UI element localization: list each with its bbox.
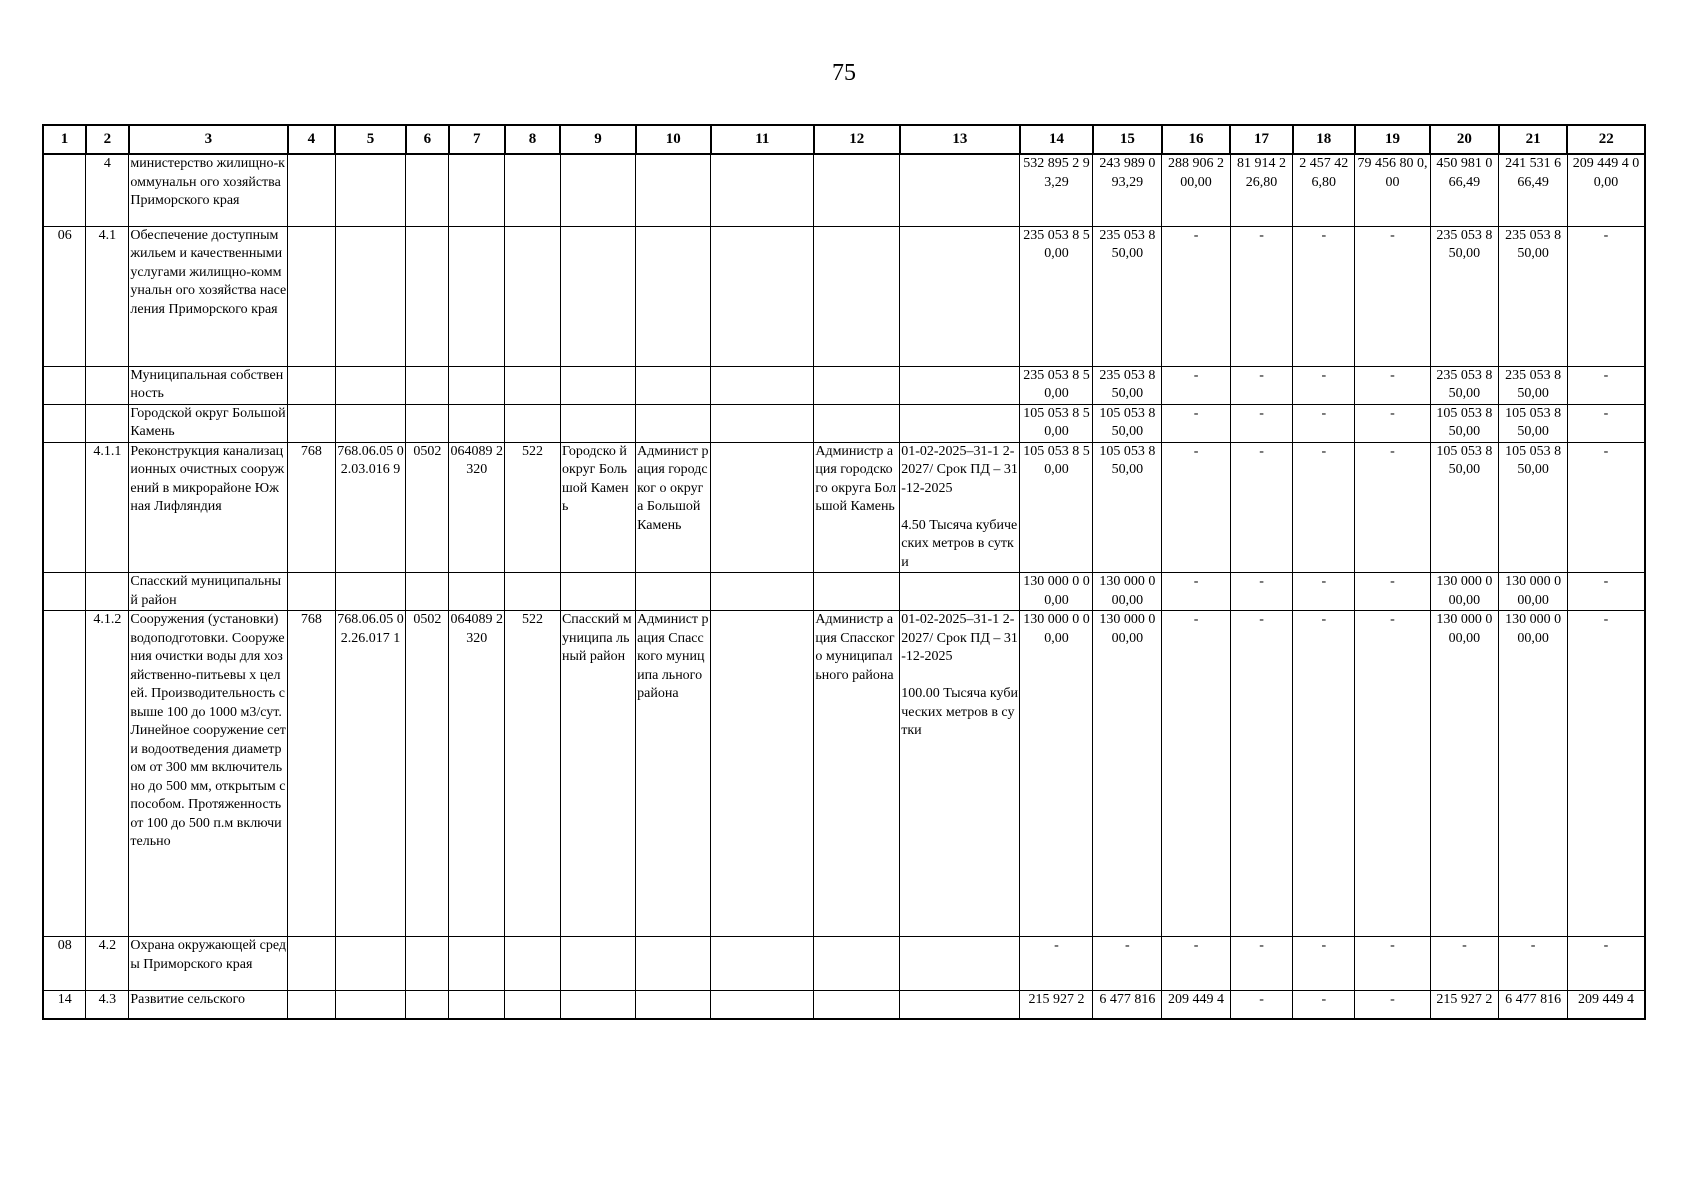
table-cell-col21: 105 053 8 50,00: [1499, 404, 1568, 442]
table-cell-col18: -: [1293, 442, 1355, 573]
table-cell-col10: [636, 573, 711, 611]
table-cell-col17: -: [1230, 991, 1292, 1019]
table-cell-col6: [406, 991, 449, 1019]
table-cell-col22: -: [1567, 442, 1645, 573]
header-cell: 11: [711, 125, 814, 154]
table-cell-col5: [335, 404, 406, 442]
table-cell-col4: [288, 226, 335, 366]
table-cell-col4: [288, 404, 335, 442]
table-row: [43, 226, 1645, 366]
table-cell-col5: [335, 226, 406, 366]
table-cell-col10: Админист рация Спасского муниципа льного района: [636, 611, 711, 937]
table-cell-col11: [711, 366, 814, 404]
table-cell-col21: 130 000 0 00,00: [1499, 573, 1568, 611]
table-cell-col9: [560, 991, 635, 1019]
table-cell-col12: [814, 937, 900, 991]
header-cell: 20: [1430, 125, 1499, 154]
table-cell-col9: [560, 573, 635, 611]
table-cell-col3: Обеспечение доступным жильем и качественными услугами жилищно-коммунальн ого хозяйства населения Приморского края: [129, 226, 288, 366]
table-row: [43, 937, 1645, 991]
table-cell-col2: 4.3: [86, 991, 129, 1019]
table-cell-col16: -: [1162, 573, 1231, 611]
table-cell-col22: -: [1567, 404, 1645, 442]
table-cell-col12: [814, 991, 900, 1019]
table-cell-col15: 105 053 8 50,00: [1093, 442, 1162, 573]
table-cell-col1: 06: [43, 226, 86, 366]
table-cell-col5: [335, 937, 406, 991]
table-cell-col7: 064089 2320: [449, 442, 505, 573]
table-cell-col22: -: [1567, 226, 1645, 366]
budget-table: [42, 124, 1646, 1020]
table-cell-col16: -: [1162, 404, 1231, 442]
table-cell-col10: [636, 154, 711, 226]
header-cell: 2: [86, 125, 129, 154]
table-row: [43, 154, 1645, 226]
table-cell-col7: [449, 937, 505, 991]
table-cell-col10: [636, 937, 711, 991]
table-cell-col1: [43, 366, 86, 404]
table-cell-col6: 0502: [406, 611, 449, 937]
table-cell-col8: [505, 154, 561, 226]
table-cell-col18: -: [1293, 937, 1355, 991]
header-row: [43, 125, 1645, 154]
table-cell-col18: -: [1293, 611, 1355, 937]
table-cell-col16: 288 906 2 00,00: [1162, 154, 1231, 226]
table-cell-col13: [900, 154, 1020, 226]
header-cell: 14: [1020, 125, 1093, 154]
table-cell-col11: [711, 573, 814, 611]
table-cell-col9: [560, 937, 635, 991]
header-cell: 12: [814, 125, 900, 154]
header-cell: 3: [129, 125, 288, 154]
table-cell-col6: [406, 404, 449, 442]
table-cell-col19: -: [1355, 226, 1430, 366]
table-cell-col2: 4.1: [86, 226, 129, 366]
header-cell: 6: [406, 125, 449, 154]
table-cell-col17: -: [1230, 404, 1292, 442]
table-cell-col1: 08: [43, 937, 86, 991]
table-cell-col8: [505, 404, 561, 442]
table-row: [43, 991, 1645, 1019]
table-cell-col11: [711, 611, 814, 937]
table-cell-col11: [711, 442, 814, 573]
table-cell-col14: 235 053 8 50,00: [1020, 366, 1093, 404]
table-row: [43, 404, 1645, 442]
table-cell-col9: [560, 154, 635, 226]
table-cell-col12: [814, 226, 900, 366]
table-cell-col20: -: [1430, 937, 1499, 991]
header-cell: 15: [1093, 125, 1162, 154]
table-cell-col2: 4: [86, 154, 129, 226]
table-cell-col5: [335, 573, 406, 611]
table-cell-col7: [449, 366, 505, 404]
table-cell-col3: Охрана окружающей среды Приморского края: [129, 937, 288, 991]
table-cell-col15: 6 477 816: [1093, 991, 1162, 1019]
table-cell-col13: [900, 366, 1020, 404]
table-cell-col8: 522: [505, 611, 561, 937]
table-cell-col3: Реконструкция канализационных очистных сооружений в микрорайоне Южная Лифляндия: [129, 442, 288, 573]
table-cell-col4: [288, 573, 335, 611]
table-cell-col6: [406, 154, 449, 226]
table-cell-col7: [449, 404, 505, 442]
table-cell-col18: -: [1293, 573, 1355, 611]
table-cell-col5: [335, 991, 406, 1019]
table-cell-col16: -: [1162, 366, 1231, 404]
header-cell: 8: [505, 125, 561, 154]
table-cell-col13: [900, 226, 1020, 366]
page-number: 75: [832, 60, 856, 86]
header-cell: 5: [335, 125, 406, 154]
table-cell-col18: 2 457 42 6,80: [1293, 154, 1355, 226]
table-cell-col20: 235 053 8 50,00: [1430, 366, 1499, 404]
table-cell-col12: [814, 366, 900, 404]
table-cell-col8: [505, 366, 561, 404]
table-row: [43, 611, 1645, 937]
table-cell-col12: Администр ация городского округа Большой Камень: [814, 442, 900, 573]
table-cell-col20: 235 053 8 50,00: [1430, 226, 1499, 366]
table-cell-col14: 130 000 0 00,00: [1020, 611, 1093, 937]
header-cell: 22: [1567, 125, 1645, 154]
table-cell-col19: 79 456 80 0,00: [1355, 154, 1430, 226]
table-cell-col15: 130 000 0 00,00: [1093, 573, 1162, 611]
table-cell-col18: -: [1293, 226, 1355, 366]
table-cell-col7: [449, 154, 505, 226]
table-cell-col3: Сооружения (установки) водоподготовки. Сооружения очистки воды для хозяйственно-питьевы х целей. Производительность свыше 100 до 1000 м3/сут. Линейное сооружение сети водоотведения диаметром от 300 мм включительно до 500 мм, открытым способом. Протяженность от 100 до 500 п.м включительно: [129, 611, 288, 937]
table-cell-col3: Спасский муниципальный район: [129, 573, 288, 611]
table-cell-col1: [43, 154, 86, 226]
table-cell-col22: -: [1567, 366, 1645, 404]
header-cell: 9: [560, 125, 635, 154]
table-cell-col13: [900, 937, 1020, 991]
table-cell-col8: [505, 226, 561, 366]
table-cell-col4: [288, 366, 335, 404]
table-row: [43, 573, 1645, 611]
table-cell-col14: 130 000 0 00,00: [1020, 573, 1093, 611]
table-cell-col13: 01-02-2025–31-1 2-2027/ Срок ПД – 31-12-2025 4.50 Тысяча кубических метров в сутки: [900, 442, 1020, 573]
table-cell-col22: -: [1567, 937, 1645, 991]
table-cell-col1: 14: [43, 991, 86, 1019]
table-cell-col1: [43, 404, 86, 442]
table-cell-col7: [449, 573, 505, 611]
table-cell-col4: [288, 154, 335, 226]
header-cell: 19: [1355, 125, 1430, 154]
table-cell-col15: 130 000 0 00,00: [1093, 611, 1162, 937]
table-cell-col12: [814, 404, 900, 442]
table-cell-col3: Городской округ Большой Камень: [129, 404, 288, 442]
table-cell-col13: [900, 991, 1020, 1019]
header-cell: 13: [900, 125, 1020, 154]
table-cell-col2: 4.1.2: [86, 611, 129, 937]
table-cell-col17: -: [1230, 226, 1292, 366]
table-cell-col2: [86, 573, 129, 611]
table-cell-col16: 209 449 4: [1162, 991, 1231, 1019]
table-cell-col6: [406, 226, 449, 366]
header-cell: 17: [1230, 125, 1292, 154]
table-cell-col2: [86, 404, 129, 442]
table-cell-col10: Админист рация городског о округа Большой Камень: [636, 442, 711, 573]
table-cell-col3: Развитие сельского: [129, 991, 288, 1019]
table-cell-col6: 0502: [406, 442, 449, 573]
table-cell-col17: -: [1230, 937, 1292, 991]
table-cell-col15: 235 053 8 50,00: [1093, 226, 1162, 366]
table-cell-col22: 209 449 4: [1567, 991, 1645, 1019]
table-cell-col20: 215 927 2: [1430, 991, 1499, 1019]
table-cell-col17: 81 914 2 26,80: [1230, 154, 1292, 226]
table-row: [43, 442, 1645, 573]
table-cell-col9: Спасский муниципа льный район: [560, 611, 635, 937]
table-cell-col17: -: [1230, 611, 1292, 937]
table-cell-col1: [43, 611, 86, 937]
table-cell-col17: -: [1230, 442, 1292, 573]
table-cell-col19: -: [1355, 611, 1430, 937]
table-cell-col8: [505, 937, 561, 991]
table-cell-col14: 215 927 2: [1020, 991, 1093, 1019]
table-cell-col12: [814, 573, 900, 611]
table-cell-col14: 105 053 8 50,00: [1020, 442, 1093, 573]
table-cell-col6: [406, 366, 449, 404]
table-cell-col22: -: [1567, 573, 1645, 611]
table-cell-col15: 235 053 8 50,00: [1093, 366, 1162, 404]
table-cell-col4: 768: [288, 611, 335, 937]
table-cell-col9: [560, 226, 635, 366]
table-cell-col16: -: [1162, 611, 1231, 937]
table-cell-col6: [406, 573, 449, 611]
table-cell-col3: министерство жилищно-коммунальн ого хозяйства Приморского края: [129, 154, 288, 226]
table-cell-col19: -: [1355, 937, 1430, 991]
table-cell-col20: 105 053 8 50,00: [1430, 404, 1499, 442]
table-cell-col5: 768.06.05 02.26.017 1: [335, 611, 406, 937]
table-cell-col6: [406, 937, 449, 991]
table-cell-col21: 241 531 6 66,49: [1499, 154, 1568, 226]
table-cell-col17: -: [1230, 366, 1292, 404]
table-cell-col9: Городско й округ Большой Камень: [560, 442, 635, 573]
table-cell-col19: -: [1355, 991, 1430, 1019]
table-cell-col4: [288, 991, 335, 1019]
table-cell-col7: [449, 991, 505, 1019]
header-cell: 7: [449, 125, 505, 154]
table-cell-col14: -: [1020, 937, 1093, 991]
table-cell-col16: -: [1162, 226, 1231, 366]
table-cell-col21: 105 053 8 50,00: [1499, 442, 1568, 573]
header-cell: 4: [288, 125, 335, 154]
table-cell-col1: [43, 573, 86, 611]
table-cell-col2: 4.1.1: [86, 442, 129, 573]
table-cell-col12: [814, 154, 900, 226]
table-cell-col5: [335, 366, 406, 404]
table-cell-col4: [288, 937, 335, 991]
table-cell-col1: [43, 442, 86, 573]
header-cell: 18: [1293, 125, 1355, 154]
table-cell-col2: [86, 366, 129, 404]
table-cell-col21: 6 477 816: [1499, 991, 1568, 1019]
table-cell-col11: [711, 154, 814, 226]
table-cell-col14: 235 053 8 50,00: [1020, 226, 1093, 366]
table-cell-col12: Администр ация Спасского муниципал ьного района: [814, 611, 900, 937]
table-cell-col5: 768.06.05 02.03.016 9: [335, 442, 406, 573]
table-cell-col15: 105 053 8 50,00: [1093, 404, 1162, 442]
table-cell-col19: -: [1355, 573, 1430, 611]
table-cell-col21: -: [1499, 937, 1568, 991]
table-cell-col11: [711, 404, 814, 442]
table-cell-col8: 522: [505, 442, 561, 573]
table-cell-col20: 130 000 0 00,00: [1430, 611, 1499, 937]
table-cell-col19: -: [1355, 442, 1430, 573]
table-cell-col18: -: [1293, 991, 1355, 1019]
table-cell-col11: [711, 226, 814, 366]
table-cell-col14: 532 895 2 93,29: [1020, 154, 1093, 226]
table-cell-col7: 064089 2320: [449, 611, 505, 937]
table-cell-col16: -: [1162, 937, 1231, 991]
table-cell-col14: 105 053 8 50,00: [1020, 404, 1093, 442]
table-cell-col10: [636, 366, 711, 404]
table-cell-col13: [900, 404, 1020, 442]
table-cell-col20: 105 053 8 50,00: [1430, 442, 1499, 573]
table-cell-col13: 01-02-2025–31-1 2-2027/ Срок ПД – 31-12-2025 100.00 Тысяча кубических метров в сутки: [900, 611, 1020, 937]
table-cell-col2: 4.2: [86, 937, 129, 991]
table-cell-col19: -: [1355, 366, 1430, 404]
table-cell-col16: -: [1162, 442, 1231, 573]
table-cell-col21: 235 053 8 50,00: [1499, 366, 1568, 404]
table-cell-col8: [505, 991, 561, 1019]
table-cell-col11: [711, 937, 814, 991]
header-cell: 10: [636, 125, 711, 154]
table-cell-col5: [335, 154, 406, 226]
table-cell-col11: [711, 991, 814, 1019]
table-cell-col18: -: [1293, 404, 1355, 442]
table-cell-col20: 450 981 0 66,49: [1430, 154, 1499, 226]
table-cell-col8: [505, 573, 561, 611]
header-cell: 1: [43, 125, 86, 154]
header-cell: 21: [1499, 125, 1568, 154]
table-cell-col21: 235 053 8 50,00: [1499, 226, 1568, 366]
table-cell-col18: -: [1293, 366, 1355, 404]
table-cell-col20: 130 000 0 00,00: [1430, 573, 1499, 611]
table-cell-col3: Муниципальная собственность: [129, 366, 288, 404]
table-cell-col13: [900, 573, 1020, 611]
table-cell-col21: 130 000 0 00,00: [1499, 611, 1568, 937]
table-cell-col10: [636, 991, 711, 1019]
table-cell-col4: 768: [288, 442, 335, 573]
table-cell-col15: -: [1093, 937, 1162, 991]
table-cell-col22: -: [1567, 611, 1645, 937]
header-cell: 16: [1162, 125, 1231, 154]
table-cell-col7: [449, 226, 505, 366]
table-row: [43, 366, 1645, 404]
table-cell-col17: -: [1230, 573, 1292, 611]
table-cell-col9: [560, 366, 635, 404]
table-cell-col22: 209 449 4 00,00: [1567, 154, 1645, 226]
table-cell-col15: 243 989 0 93,29: [1093, 154, 1162, 226]
table-cell-col9: [560, 404, 635, 442]
table-cell-col10: [636, 404, 711, 442]
table-cell-col10: [636, 226, 711, 366]
table-cell-col19: -: [1355, 404, 1430, 442]
